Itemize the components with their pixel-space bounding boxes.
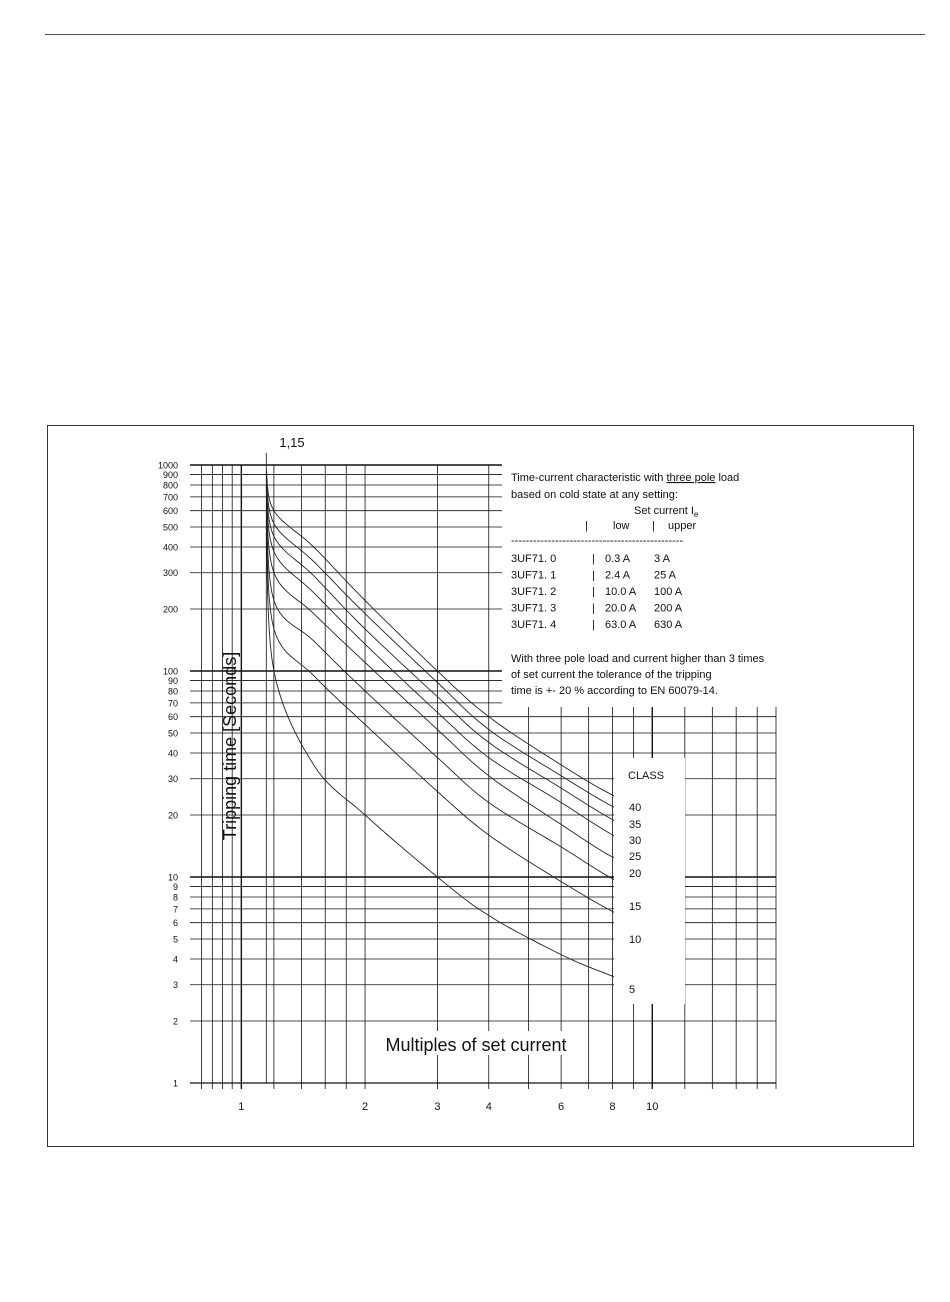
y-axis-label: Tripping time [Seconds] [220,651,240,841]
x-tick-labels [238,1101,658,1113]
table-row-upper: 25 A [654,569,677,582]
table-row-low: 10.0 A [605,586,637,598]
y-tick-label: 10 [167,872,178,883]
x-tick-label: 4 [485,1101,492,1113]
column-low-header: low [613,520,630,532]
dash-separator: ----------------------------------------------- [511,535,684,547]
table-row-low: 2.4 A [605,569,631,582]
y-tick-label: 1 [172,1078,178,1089]
y-tick-label: 20 [167,810,178,821]
x-tick-label: 2 [361,1101,369,1113]
class-label-40: 40 [629,802,642,814]
y-tick-label: 80 [167,686,178,697]
legend-title: CLASS [628,770,665,782]
y-tick-labels [158,461,178,1089]
x-tick-label: 3 [434,1101,441,1113]
table-row-low: 20.0 A [605,602,637,615]
column-separator-1: | [585,520,588,532]
y-tick-label: 500 [162,522,178,533]
table-row-upper: 200 A [654,602,683,615]
table-row-model: 3UF71. 2 [511,586,557,598]
table-row-model: 3UF71. 4 [511,619,557,631]
column-upper-header: upper [668,520,697,532]
x-tick-label: 10 [646,1101,659,1113]
y-tick-label: 600 [162,506,178,517]
table-row-separator: | [592,553,595,565]
table-row-separator: | [592,602,595,615]
y-tick-label: 2 [172,1016,178,1027]
y-tick-label: 800 [162,480,178,491]
class-legend-background [614,758,685,1004]
x-tick-label: 6 [558,1101,565,1113]
y-tick-label: 100 [162,666,178,677]
class-label-25: 25 [629,851,642,863]
set-current-header: Set current $I_e$ [634,505,699,519]
y-tick-label: 50 [167,728,178,739]
y-tick-label: 7 [172,904,178,915]
y-tick-label: 40 [167,748,178,759]
info-line-2: based on cold state at any setting: [511,489,678,501]
y-tick-label: 400 [162,542,178,553]
y-tick-label: 900 [162,469,178,480]
y-tick-label: 1000 [157,460,178,471]
y-tick-label: 9 [172,881,178,892]
y-tick-label: 3 [172,980,178,991]
y-tick-label: 700 [162,492,178,503]
column-separator-2: | [652,520,655,532]
note-line-2: of set current the tolerance of the tripping [511,669,712,681]
table-row-model: 3UF71. 0 [511,553,557,565]
x-tick-label: 1 [238,1101,245,1113]
table-row-separator: | [592,569,595,582]
class-label-30: 30 [629,835,642,847]
class-label-20: 20 [629,868,642,880]
table-row-upper: 100 A [654,586,683,598]
x-axis-label: Multiples of set current [385,1035,567,1055]
x-tick-label: 8 [609,1101,616,1113]
table-row-model: 3UF71. 1 [511,569,557,582]
class-label-35: 35 [629,819,642,831]
table-row-low: 63.0 A [605,619,637,631]
y-tick-label: 70 [167,698,178,709]
y-tick-label: 5 [172,934,178,945]
y-tick-label: 90 [167,675,178,686]
table-row-upper: 630 A [654,619,683,631]
table-row-model: 3UF71. 3 [511,602,557,615]
class-label-15: 15 [629,901,642,913]
table-row-separator: | [592,586,595,598]
threshold-label: 1,15 [279,435,305,450]
note-line-1: With three pole load and current higher than 3 times [511,653,765,665]
note-line-3: time is +- 20 % according to EN 60079-14. [511,685,718,697]
class-label-5: 5 [629,984,636,996]
y-tick-label: 60 [167,712,178,723]
y-tick-label: 200 [162,604,178,615]
y-tick-label: 8 [172,892,178,903]
info-line-1: Time-current characteristic with three pole load [511,472,740,484]
y-tick-label: 6 [172,918,178,929]
table-row-low: 0.3 A [605,553,631,565]
y-tick-label: 4 [172,954,178,965]
table-row-separator: | [592,619,595,631]
class-label-10: 10 [629,934,642,946]
y-tick-label: 300 [162,568,178,579]
y-tick-label: 30 [167,774,178,785]
table-row-upper: 3 A [654,553,670,565]
